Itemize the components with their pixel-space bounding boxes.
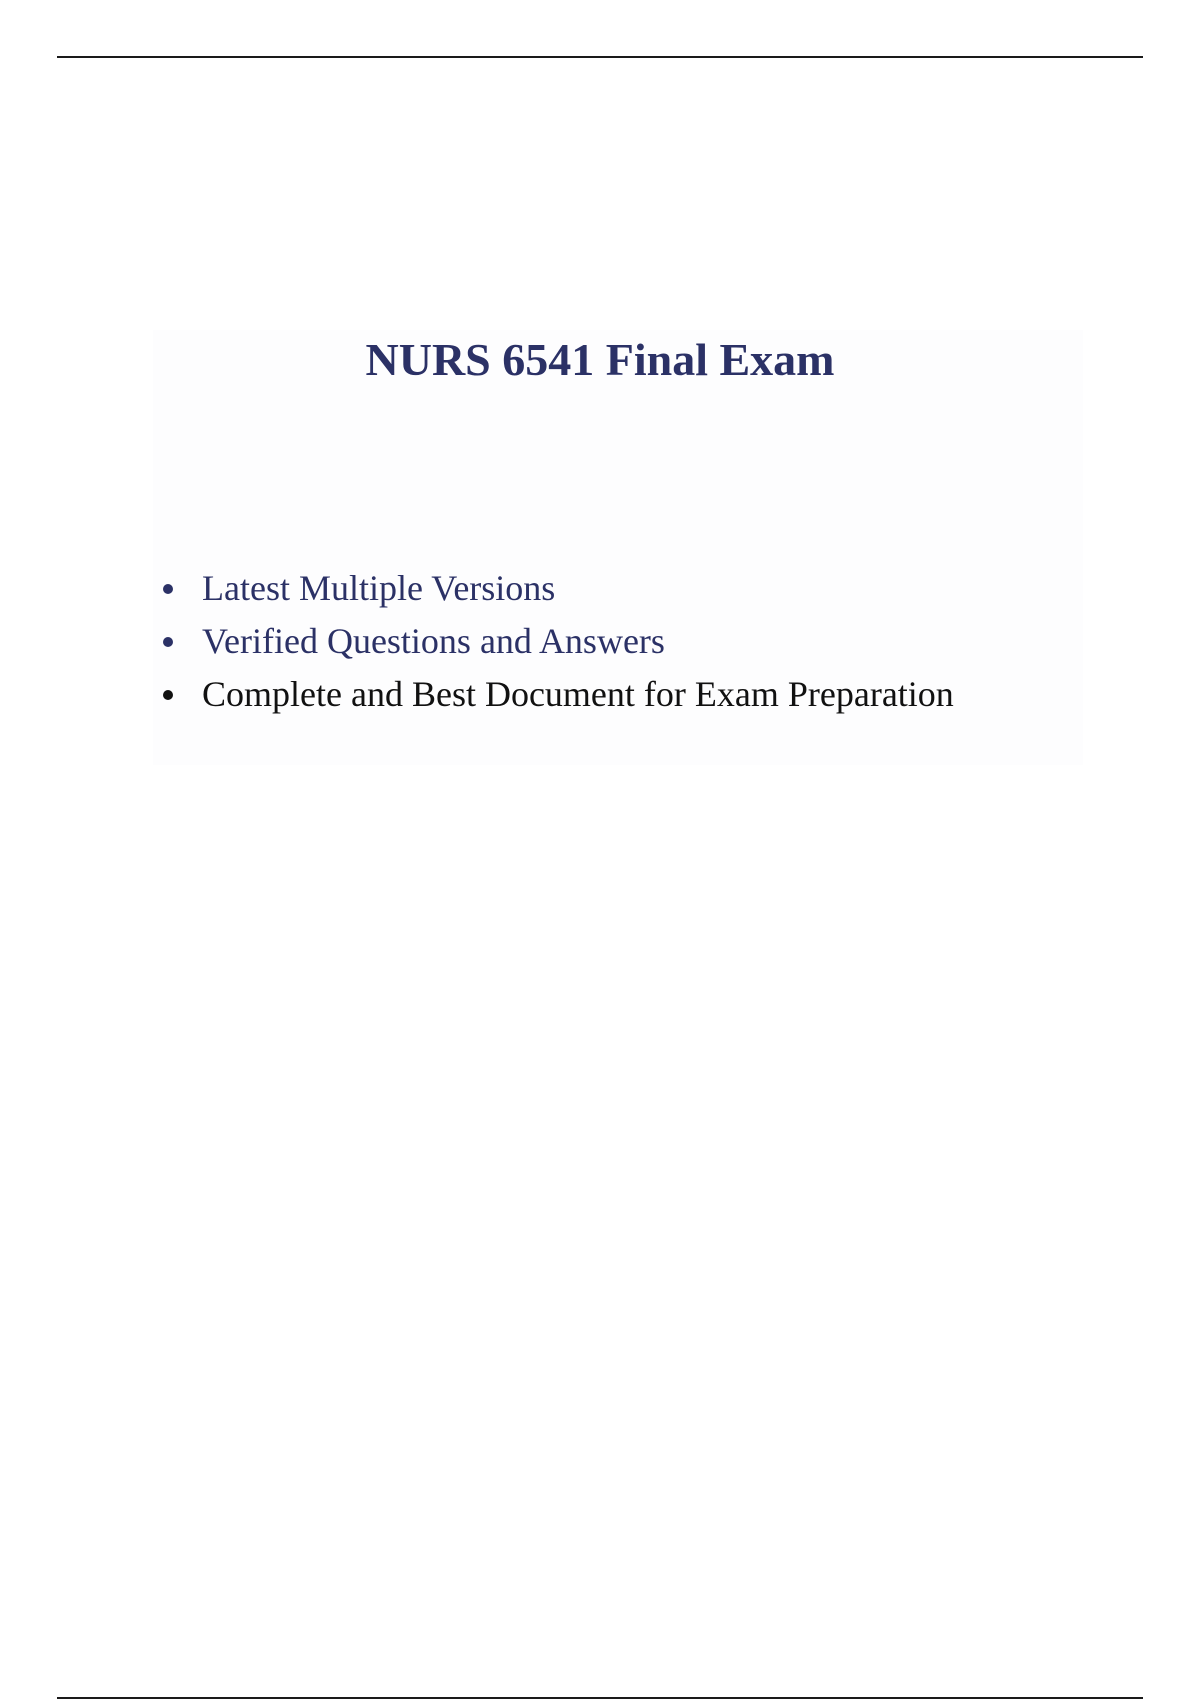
header-rule <box>57 56 1143 58</box>
bullet-icon <box>163 637 173 647</box>
list-item-text: Latest Multiple Versions <box>202 568 556 608</box>
list-item-text: Verified Questions and Answers <box>202 621 665 661</box>
footer-rule <box>57 1697 1143 1699</box>
document-title: NURS 6541 Final Exam <box>365 334 835 385</box>
bullet-icon <box>163 690 173 700</box>
bullet-icon <box>163 584 173 594</box>
list-item-text: Complete and Best Document for Exam Preparation <box>202 674 954 714</box>
